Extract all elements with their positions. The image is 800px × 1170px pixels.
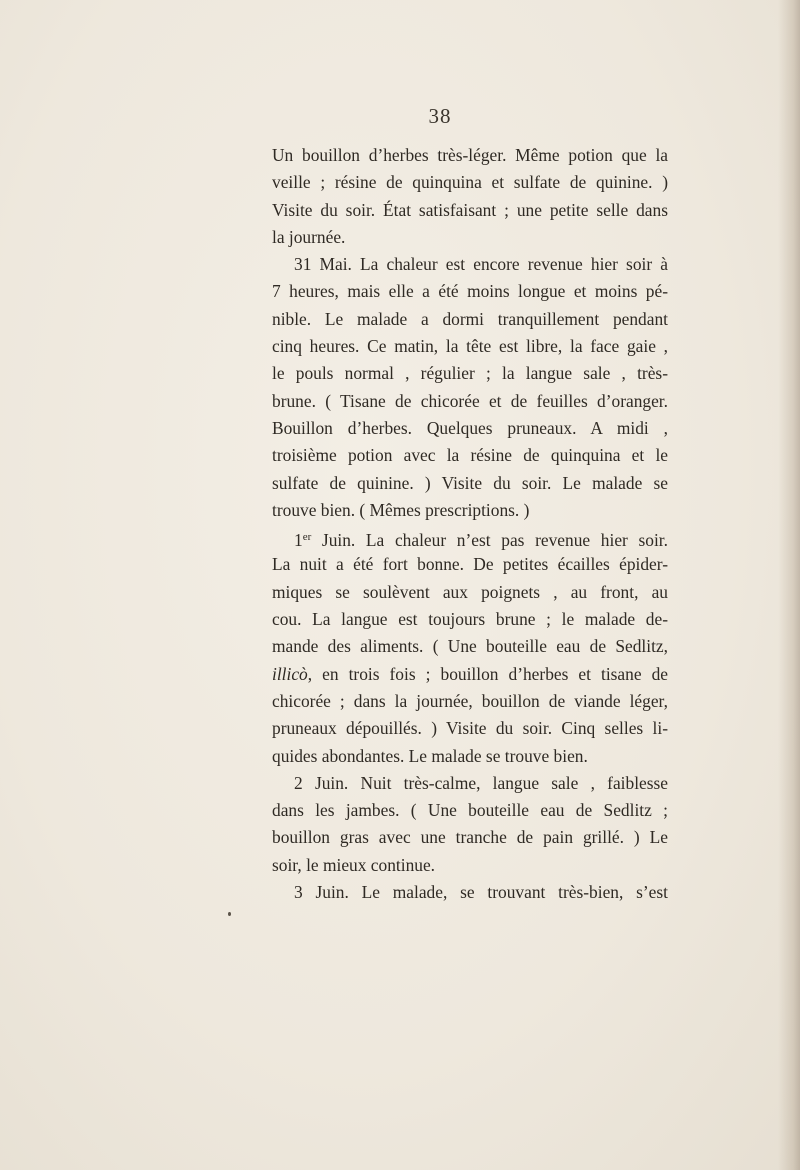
text-line: cinq heures. Ce matin, la tête est libre, la face gaie , [272, 336, 668, 357]
italic-word: illicò [272, 663, 308, 684]
ordinal-superscript: er [302, 531, 312, 544]
text-line: cou. La langue est toujours brune ; le malade de- [272, 609, 668, 630]
page-edge-shadow [778, 0, 800, 1170]
text-line: La nuit a été fort bonne. De petites écailles épider- [272, 554, 668, 575]
text-line: la journée. [272, 226, 346, 247]
text-line: soir, le mieux continue. [272, 854, 436, 875]
text-line: 7 heures, mais elle a été moins longue et moins pé- [272, 281, 668, 302]
text-line: 2 Juin. Nuit très-calme, langue sale , faiblesse [294, 772, 668, 793]
text-line: Visite du soir. État satisfaisant ; une petite selle dans [272, 199, 668, 220]
date-number: 1 [294, 530, 303, 551]
text-line: dans les jambes. ( Une bouteille eau de Sedlitz ; [272, 800, 668, 821]
page-number: 38 [428, 104, 452, 128]
text-line: Un bouillon d’herbes très-léger. Même potion que la [272, 145, 668, 165]
text-line: mande des aliments. ( Une bouteille eau de Sedlitz, [272, 636, 668, 657]
text-line [272, 661, 668, 688]
text-line: Bouillon d’herbes. Quelques pruneaux. A midi , [272, 417, 668, 438]
text-line: 3 Juin. Le malade, se trouvant très-bien, s’est [294, 882, 668, 903]
text-line: trouve bien. ( Mêmes prescriptions. ) [272, 499, 530, 520]
text-line: le pouls normal , régulier ; la langue sale , très- [272, 363, 668, 384]
text-line-rest: , en trois fois ; bouillon d’herbes et tisane de [307, 663, 668, 684]
text-line: 31 Mai. La chaleur est encore revenue hier soir à [294, 254, 668, 275]
text-line: pruneaux dépouillés. ) Visite du soir. Cinq selles li- [272, 718, 668, 739]
text-line: sulfate de quinine. ) Visite du soir. Le malade se [272, 472, 668, 493]
text-line-rest: Juin. La chaleur n’est pas revenue hier soir. [311, 530, 668, 551]
body-text [272, 142, 668, 906]
text-line: quides abondantes. Le malade se trouve bien. [272, 745, 588, 766]
text-line: bouillon gras avec une tranche de pain grillé. ) Le [272, 827, 668, 848]
text-line: veille ; résine de quinquina et sulfate de quinine. ) [272, 172, 668, 193]
text-line: nible. Le malade a dormi tranquillement pendant [272, 308, 668, 329]
ink-speck [228, 912, 231, 916]
text-line: miques se soulèvent aux poignets , au front, au [272, 581, 668, 602]
text-line: chicorée ; dans la journée, bouillon de viande léger, [272, 690, 668, 711]
text-line [272, 524, 668, 551]
text-line: troisième potion avec la résine de quinquina et le [272, 445, 668, 466]
text-line: brune. ( Tisane de chicorée et de feuilles d’oranger. [272, 390, 668, 411]
